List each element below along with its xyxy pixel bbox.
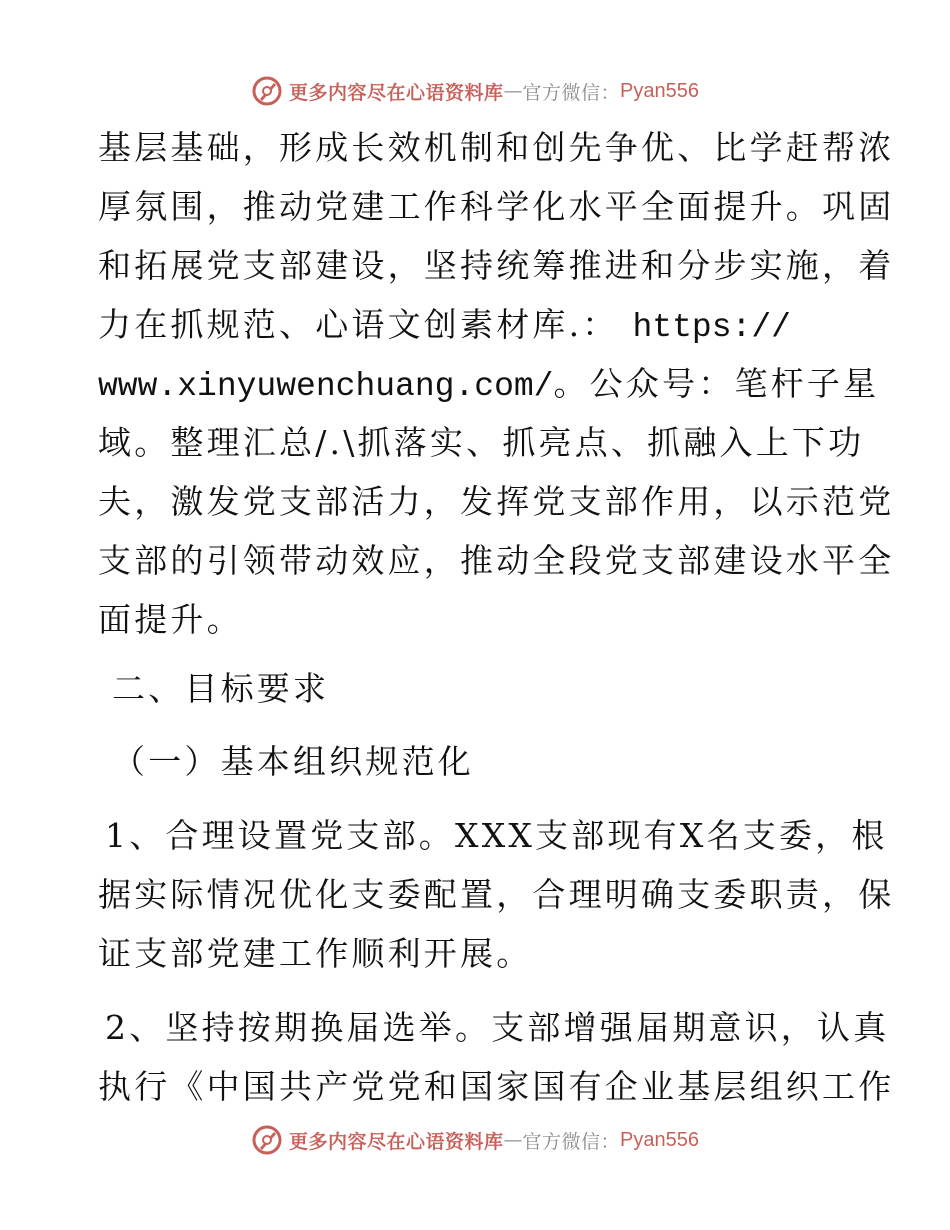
subsection-heading: （一）基本组织规范化 <box>112 742 474 781</box>
body-line-5-text: 。公众号：笔杆子星 <box>553 364 880 403</box>
item-2-line-1: 2、坚持按期换届选举。支部增强届期意识，认真 <box>105 1008 890 1047</box>
body-line-4 <box>98 305 791 346</box>
footer-separator: — <box>503 1129 523 1151</box>
section-heading: 二、目标要求 <box>112 669 330 708</box>
website-url: www.xinyuwenchuang.com/ <box>98 368 554 405</box>
banner-label: 官方微信： <box>522 81 621 104</box>
footer-label: 官方微信： <box>522 1130 621 1153</box>
body-line-6: 域。整理汇总/.\抓落实、抓亮点、抓融入上下功 <box>98 423 865 462</box>
banner-brand: 更多内容尽在心语资料库 <box>289 81 504 104</box>
item-1-line-3: 证支部党建工作顺利开展。 <box>98 934 533 973</box>
quill-logo-icon <box>251 1124 283 1156</box>
banner-wechat-id: Pyan556 <box>620 79 699 102</box>
body-line-2: 厚氛围，推动党建工作科学化水平全面提升。巩固 <box>98 187 895 226</box>
footer-wechat-id: Pyan556 <box>620 1128 699 1151</box>
body-line-7: 夫，激发党支部活力，发挥党支部作用，以示范党 <box>98 482 895 521</box>
item-1-line-2: 据实际情况优化支委配置，合理明确支委职责，保 <box>98 875 895 914</box>
body-line-9: 面提升。 <box>98 600 243 639</box>
footer-brand: 更多内容尽在心语资料库 <box>289 1130 504 1153</box>
quill-logo-icon <box>251 75 283 107</box>
header-banner <box>0 71 950 111</box>
body-line-4-url: https:// <box>632 309 791 346</box>
item-1-line-1: 1、合理设置党支部。XXX支部现有X名支委，根 <box>105 816 888 855</box>
banner-separator: — <box>503 80 523 102</box>
body-line-5 <box>98 364 880 405</box>
body-line-4-text: 力在抓规范、心语文创素材库.： <box>98 305 619 344</box>
body-line-1: 基层基础，形成长效机制和创先争优、比学赶帮浓 <box>98 128 895 167</box>
body-line-3: 和拓展党支部建设，坚持统筹推进和分步实施，着 <box>98 246 895 285</box>
body-line-8: 支部的引领带动效应，推动全段党支部建设水平全 <box>98 541 895 580</box>
item-2-line-2: 执行《中国共产党党和国家国有企业基层组织工作 <box>98 1067 895 1106</box>
footer-banner <box>0 1120 950 1160</box>
